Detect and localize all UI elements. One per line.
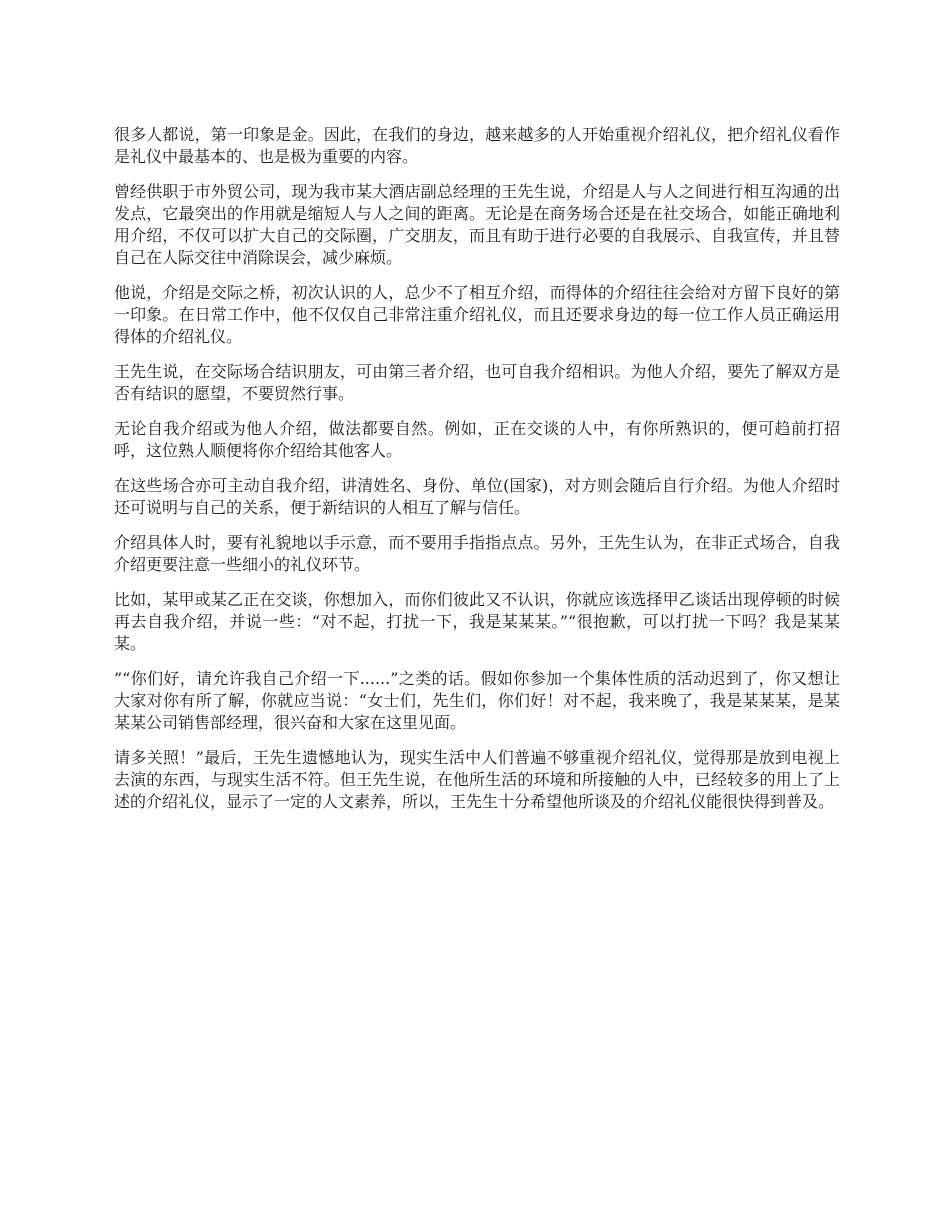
paragraph-3: 他说，介绍是交际之桥，初次认识的人，总少不了相互介绍，而得体的介绍往往会给对方留下良好的第一印象。在日常工作中，他不仅仅自己非常注重介绍礼仪，而且还要求身边的每一位工作人员正确运用得体的介绍礼仪。 — [114, 283, 840, 346]
document-body — [114, 124, 840, 826]
paragraph-9: ”“你们好，请允许我自己介绍一下......”之类的话。假如你参加一个集体性质的活动迟到了，你又想让大家对你有所了解，你就应当说：“女士们，先生们，你们好！对不起，我来晚了，我是某某某，是某某某公司销售部经理，很兴奋和大家在这里见面。 — [114, 669, 840, 732]
paragraph-5: 无论自我介绍或为他人介绍，做法都要自然。例如，正在交谈的人中，有你所熟识的，便可趋前打招呼，这位熟人顺便将你介绍给其他客人。 — [114, 419, 840, 460]
paragraph-2: 曾经供职于市外贸公司，现为我市某大酒店副总经理的王先生说，介绍是人与人之间进行相互沟通的出发点，它最突出的作用就是缩短人与人之间的距离。无论是在商务场合还是在社交场合，如能正确地利用介绍，不仅可以扩大自己的交际圈，广交朋友，而且有助于进行必要的自我展示、自我宣传，并且替自己在人际交往中消除误会，减少麻烦。 — [114, 182, 840, 267]
paragraph-6: 在这些场合亦可主动自我介绍，讲清姓名、身份、单位(国家)，对方则会随后自行介绍。为他人介绍时还可说明与自己的关系，便于新结识的人相互了解与信任。 — [114, 476, 840, 517]
paragraph-7: 介绍具体人时，要有礼貌地以手示意，而不要用手指指点点。另外，王先生认为，在非正式场合，自我介绍更要注意一些细小的礼仪环节。 — [114, 533, 840, 574]
paragraph-1: 很多人都说，第一印象是金。因此，在我们的身边，越来越多的人开始重视介绍礼仪，把介绍礼仪看作是礼仪中最基本的、也是极为重要的内容。 — [114, 125, 840, 166]
paragraph-8: 比如，某甲或某乙正在交谈，你想加入，而你们彼此又不认识，你就应该选择甲乙谈话出现停顿的时候再去自我介绍，并说一些：“对不起，打扰一下，我是某某某。”“很抱歉，可以打扰一下吗？我是某某某。 — [114, 590, 840, 653]
paragraph-10: 请多关照！”最后，王先生遗憾地认为，现实生活中人们普遍不够重视介绍礼仪，觉得那是放到电视上去演的东西，与现实生活不符。但王先生说，在他所生活的环境和所接触的人中，已经较多的用上了上述的介绍礼仪，显示了一定的人文素养，所以，王先生十分希望他所谈及的介绍礼仪能很快得到普及。 — [114, 748, 840, 811]
paragraph-4: 王先生说，在交际场合结识朋友，可由第三者介绍，也可自我介绍相识。为他人介绍，要先了解双方是否有结识的愿望，不要贸然行事。 — [114, 362, 840, 403]
